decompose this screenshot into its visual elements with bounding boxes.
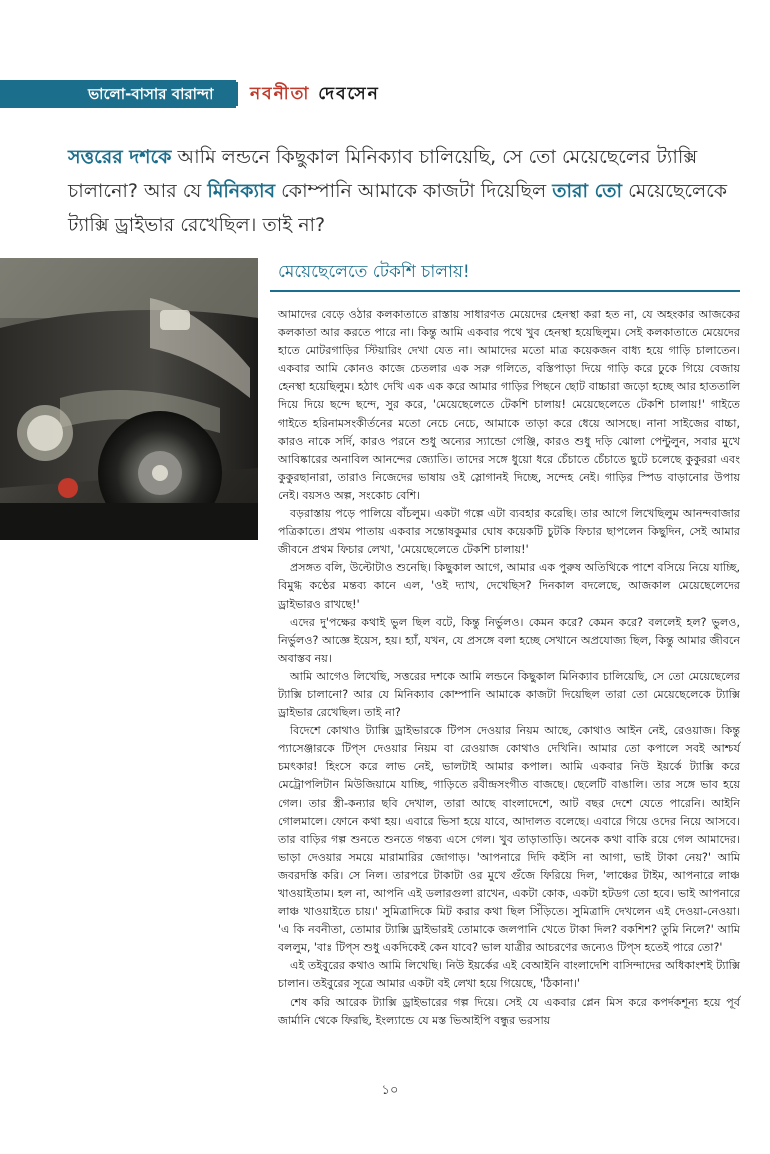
title-underline [270, 290, 740, 292]
author-first-name: নবনীতা [250, 84, 319, 104]
intro-pull-quote [68, 140, 728, 242]
body-paragraph: আমি আগেও লিখেছি, সত্তরের দশকে আমি লন্ডনে কিছুকাল মিনিক্যাব চালিয়েছি, সে তো মেয়েছেলের ট্যাক্সি চালানো? আর যে মিনিক্যাব কোম্পানি আমাকে কাজটা দিয়েছিল তারা তো মেয়েছেলেকে ট্যাক্সি ড্রাইভার রেখেছিল। তাই না? [278, 669, 740, 720]
intro-text: আমি লন্ডনে কিছুকাল মিনিক্যাব চালিয়েছি, সে তো মেয়েছেলের ট্যাক্সি চালানো? আর যে [68, 146, 698, 202]
section-label: ভালো-বাসার বারান্দা [88, 85, 214, 103]
intro-text: মেয়েছেলেকে ট্যাক্সি ড্রাইভার রেখেছিল। তাই না? [68, 180, 728, 236]
body-paragraph: এদের দু'পক্ষের কথাই ভুল ছিল বটে, কিন্তু নির্ভুলও। কেমন করে? কেমন করে? বললেই হল? ভুলও, নির্ভুলও? আজ্ঞে ইয়েস, হয়। হ্যাঁ, যখন, যে প্রসঙ্গে বলা হচ্ছে সেখানে অপ্রযোজ্য ছিল, কিন্তু আমার জীবনে অবাস্তব নয়। [278, 615, 740, 665]
article-title: মেয়েছেলেতে টেকশি চালায়! [278, 262, 470, 282]
body-paragraph: এই তইবুরের কথাও আমি লিখেছি। নিউ ইয়র্কের এই বেআইনি বাংলাদেশি বাসিন্দাদের অধিকাংশই ট্যাক্সি চালান। তইবুরের সূত্রে আমার একটা বই লেখা হয়ে গিয়েছে, 'ঠিকানা।' [278, 959, 740, 991]
author-name [250, 83, 380, 105]
car-illustration [0, 258, 258, 540]
page-number: ১০ [381, 1083, 399, 1098]
intro-highlight: তারা তো [552, 180, 623, 202]
header-divider [236, 82, 238, 106]
body-paragraph: প্রসঙ্গত বলি, উল্টোটাও শুনেছি। কিছুকাল আগে, আমার এক পুরুষ অতিথিকে পাশে বসিয়ে নিয়ে যাচ্ছি, বিমুগ্ধ কণ্ঠের মন্তব্য কানে এল, 'ওই দ্যাখ, দেখেছিস? দিনকাল বদলেছে, আজকাল মেয়েছেলেদের ড্রাইভারও রাখছে!' [278, 561, 740, 611]
body-paragraph: শেষ করি আরেক ট্যাক্সি ড্রাইভারের গল্প দিয়ে। সেই যে একবার প্লেন মিস করে কপর্দকশূন্য হয়ে পূর্ব জার্মানি থেকে ফিরছি, ইংল্যান্ডে যে মস্ত ভিআইপি বন্ধুর ভরসায় [278, 995, 740, 1027]
body-paragraph: বিদেশে কোথাও ট্যাক্সি ড্রাইভারকে টিপস দেওয়ার নিয়ম আছে, কোথাও আইন নেই, রেওয়াজ। কিন্তু প্যাসেঞ্জারকে টিপ্‌স দেওয়ার নিয়ম বা রেওয়াজ কোথাও দেখিনি। আমার তো কপালে সবই আশ্চর্য চমৎকার! হিংসে করে লাভ নেই, ভালটাই আমার কপাল। আমি একবার নিউ ইয়র্কে ট্যাক্সি করে মেট্রোপলিটান মিউজিয়ামে যাচ্ছি, গাড়িতে রবীন্দ্রসংগীত বাজছে। ছেলেটি বাঙালি। তার সঙ্গে ভাব হয়ে গেল। তার স্ত্রী-কন্যার ছবি দেখাল, তারা আছে বাংলাদেশে, আট বছর দেশে যেতে পারেনি। আইনি গোলমালে। ফোনে কথা হয়। এবারে ভিসা হয়ে যাবে, আদালত বলেছে। এবারে গিয়ে ওদের নিয়ে আসবে। তার বাড়ির গল্প শুনতে শুনতে গন্তব্য এসে গেল। খুব তাড়াতাড়ি। অনেক কথা বাকি রয়ে গেল আমাদের। ভাড়া দেওয়ার সময়ে মারামারির জোগাড়। 'আপনারে দিদি কইসি না আগা, ভাই টাকা নেয়?' আমি জবরদস্তি করি। সে নিল। তারপরে টাকাটা ওর মুখে গুঁজে ফিরিয়ে দিল, 'লাঞ্চের টাইম, আপনারে লাঞ্চ খাওয়াইতাম। হল না, আপনি এই ডলারগুলা রাখেন, একটা কোক, একটা হটডগ তো হবে। ভাই আপনারে লাঞ্চ খাওয়াইতে চায়।' সুমিত্রাদিকে মিট করার কথা ছিল সিঁড়িতে। সুমিত্রাদি দেখলেন এই দেওয়া-নেওয়া। 'এ কি নবনীতা, তোমার ট্যাক্সি ড্রাইভারই তোমাকে জলপানি খেতে টাকা দিল? বকশিশ? তুমি নিলে?' আমি বললুম, 'বাঃ টিপ্‌স শুধু একদিকেই কেন যাবে? ভাল যাত্রীর আচরণের জন্যেও টিপ্‌স হতেই পারে তো?' [278, 724, 740, 955]
body-paragraph: বড়রাস্তায় পড়ে পালিয়ে বাঁচলুম। একটা গল্পে এটা ব্যবহার করেছি। তার আগে লিখেছিলুম আনন্দবাজার পত্রিকাতে। প্রথম পাতায় একবার সন্তোষকুমার ঘোষ কয়েকটি চুটকি ফিচার ছাপলেন কিছুদিন, সেই আমার জীবনে প্রথম ফিচার লেখা, 'মেয়েছেলেতে টেকশি চালায়!' [278, 507, 740, 557]
vintage-car-photo [0, 258, 258, 540]
intro-highlight: মিনিক্যাব [207, 180, 276, 202]
author-last-name: দেবসেন [318, 84, 380, 104]
intro-text: কোম্পানি আমাকে কাজটা দিয়েছিল [275, 180, 553, 202]
article-body [278, 306, 740, 1030]
intro-highlight: সত্তরের দশকে [68, 146, 172, 168]
body-paragraph: আমাদের বেড়ে ওঠার কলকাতাতে রাস্তায় সাধারণত মেয়েদের হেনস্থা করা হত না, যে অহংকার আজকের কলকাতা আর করতে পারে না। কিন্তু আমি একবার পথে খুব হেনস্থা হয়েছিলুম। সেই কলকাতাতে মেয়েদের হাতে মোটরগাড়ির স্টিয়ারিং দেখা যেত না। আমাদের মতো মাত্র কয়েকজন বাধ্য হয়ে গাড়ি চালাতেন। একবার আমি কোনও কাজে চেতলার এক সরু গলিতে, বস্তিপাড়া দিয়ে গাড়ি করে ঢুকে গিয়ে বেজায় হেনস্থা হয়েছিলুম। হঠাৎ দেখি এক এক করে আমার গাড়ির পিছনে ছোট বাচ্চারা জড়ো হচ্ছে আর হাততালি দিয়ে দিয়ে ছন্দে ছন্দে, সুর করে, 'মেয়েছেলেতে টেকশি চালায়! মেয়েছেলেতে টেকশি চালায়!' গাইতে গাইতে হরিনামসংকীর্তনের মতো নেচে নেচে, আমাকে তাড়া করে ধেয়ে আসছে। নানা সাইজের বাচ্চা, কারও নাকে সর্দি, কারও পরনে শুধু অন্যের স্যান্ডো গেঞ্জি, কারও শুধু দড়ি ঝোলা পেন্টুলুন, সবার মুখে আবিষ্কারের অনাবিল আনন্দের জ্যোতি। তাদের সঙ্গে ধুয়ো ধরে চেঁচাতে চেঁচাতে ছুটে চলেছে কুকুররা এবং কুকুরছানারা, তারাও নিজেদের ভাষায় ওই স্লোগানই দিচ্ছে, সন্দেহ নেই। গাড়ির স্পিড বাড়ানোর উপায় নেই। বয়সও অল্প, সংকোচ বেশি। [278, 308, 740, 502]
